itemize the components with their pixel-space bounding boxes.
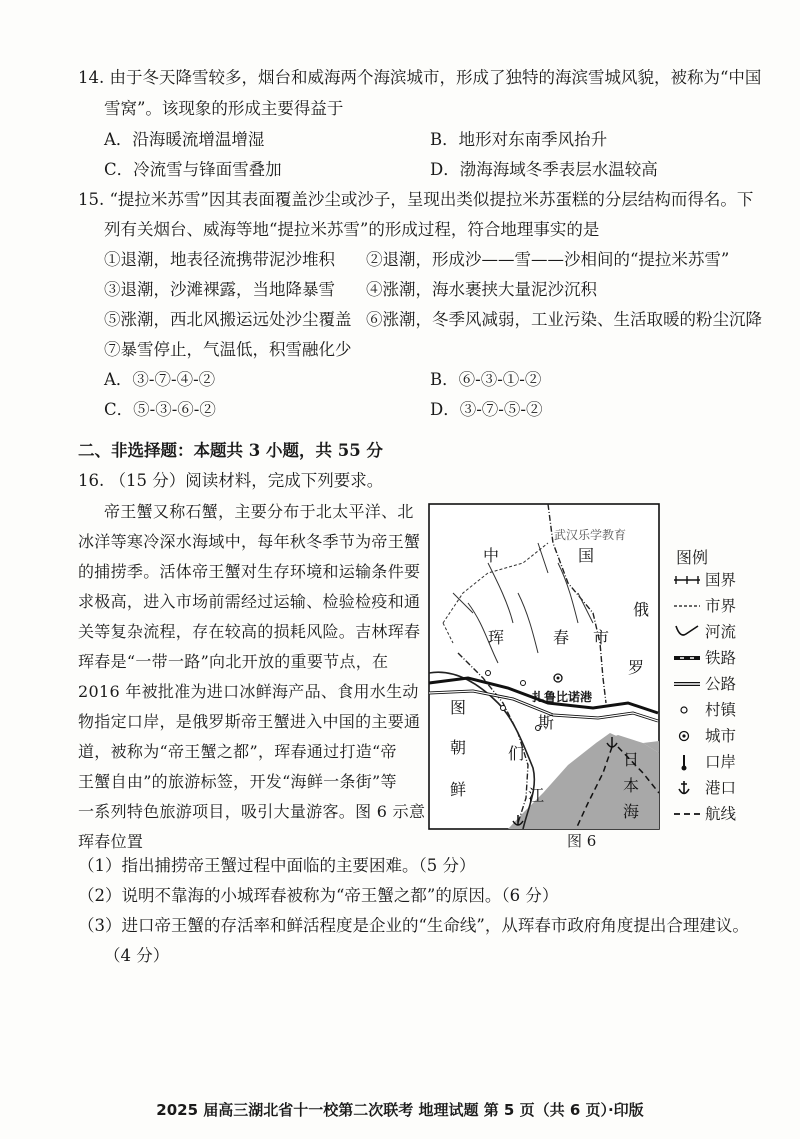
q16-material-line: 珲春是“一带一路”向北开放的重要节点，在 — [78, 652, 389, 671]
q15-option-d: D．③-⑦-⑤-② — [430, 400, 543, 419]
legend-label: 港口 — [705, 779, 737, 797]
q15-item-3: ③退潮，沙滩裸露，当地降暴雪 — [104, 280, 335, 299]
q16-material-line: 物指定口岸，是俄罗斯帝王蟹进入中国的主要通 — [78, 712, 421, 731]
river-icon — [672, 622, 702, 642]
q15-item-5: ⑤涨潮，西北风搬运远处沙尘覆盖 — [104, 310, 352, 329]
q15-stem-line1: 15. “提拉米苏雪”因其表面覆盖沙尘或沙子，呈现出类似提拉米苏蛋糕的分层结构而得名。下 — [78, 190, 754, 209]
label-hai: 海 — [623, 802, 640, 821]
label-chao: 朝 — [450, 738, 467, 757]
railway-icon — [672, 648, 702, 668]
legend-item-city — [672, 724, 792, 748]
legend-label: 河流 — [705, 623, 737, 641]
legend-item-highway — [672, 672, 792, 696]
legend-item-shipping-route — [672, 802, 792, 826]
q15-item-7: ⑦暴雪停止，气温低，积雪融化少 — [104, 340, 352, 359]
city-border-icon — [672, 596, 702, 616]
port-of-entry-icon — [672, 752, 702, 772]
q14-stem-line2: 雪窝”。该现象的形成主要得益于 — [104, 99, 344, 118]
legend-label: 公路 — [705, 675, 737, 693]
label-jiang: 江 — [528, 786, 545, 805]
figure-caption: 图 6 — [567, 832, 597, 850]
village-marker — [521, 681, 526, 686]
q16-material-line: 珲春位置 — [78, 832, 144, 851]
legend-label: 铁路 — [705, 649, 737, 667]
legend-label: 市界 — [705, 597, 737, 615]
label-si: 斯 — [538, 713, 555, 732]
legend-title: 图例 — [676, 548, 709, 567]
label-shi: 市 — [593, 628, 610, 647]
q16-material-line: 一系列特色旅游项目，吸引大量游客。图 6 示意 — [78, 802, 426, 821]
city-icon — [672, 726, 702, 746]
legend-item-river — [672, 620, 792, 644]
label-tu: 图 — [450, 698, 467, 717]
q16-material-line: 的捕捞季。活体帝王蟹对生存环境和运输条件要 — [78, 562, 421, 581]
shipping-route-icon — [672, 804, 702, 824]
q14-stem-line1: 14. 由于冬天降雪较多，烟台和威海两个海滨城市，形成了独特的海滨雪城风貌，被称为“中国 — [78, 68, 762, 87]
q14-option-a: A．沿海暖流增温增湿 — [104, 130, 265, 149]
label-men: 们 — [508, 744, 525, 763]
watermark: 武汉乐学教育 — [554, 528, 627, 542]
q16-material-line: 帝王蟹又称石蟹，主要分布于北太平洋、北 — [104, 502, 414, 521]
hunchun-location-map — [428, 503, 660, 830]
q16-question-1: （1）指出捕捞帝王蟹过程中面临的主要困难。（5 分） — [78, 856, 476, 875]
q15-item-1: ①退潮，地表径流携带泥沙堆积 — [104, 250, 335, 269]
section-heading: 二、非选择题：本题共 3 小题，共 55 分 — [78, 441, 383, 460]
q16-question-3-points: （4 分） — [104, 946, 170, 965]
legend-item-national-border — [672, 568, 792, 592]
label-e: 俄 — [633, 600, 650, 619]
q15-option-b: B．⑥-③-①-② — [430, 370, 542, 389]
legend-item-harbor — [672, 776, 792, 800]
q14-option-b: B．地形对东南季风抬升 — [430, 130, 608, 149]
label-luo: 罗 — [628, 658, 645, 677]
q15-item-2: ②退潮，形成沙——雪——沙相间的“提拉米苏雪” — [366, 250, 730, 269]
label-chun: 春 — [553, 628, 570, 647]
label-port: 扎鲁比诺港 — [532, 690, 593, 704]
legend-item-city-border — [672, 594, 792, 618]
label-xian: 鲜 — [450, 780, 467, 799]
page-footer: 2025 届高三湖北省十一校第二次联考 地理试题 第 5 页（共 6 页）·印版 — [156, 1101, 644, 1119]
label-hun: 珲 — [488, 628, 505, 647]
legend-label: 口岸 — [705, 753, 737, 771]
q15-stem-line2: 列有关烟台、威海等地“提拉米苏雪”的形成过程，符合地理事实的是 — [104, 220, 600, 239]
legend-label: 国界 — [705, 571, 737, 589]
q14-option-d: D．渤海海域冬季表层水温较高 — [430, 160, 658, 179]
highway-icon — [672, 674, 702, 694]
village-icon — [672, 700, 702, 720]
q16-intro: 16. （15 分）阅读材料，完成下列要求。 — [78, 471, 384, 490]
legend-label: 村镇 — [705, 701, 737, 719]
label-china-2: 国 — [578, 546, 595, 565]
q15-item-4: ④涨潮，海水裹挟大量泥沙沉积 — [366, 280, 597, 299]
q16-question-3: （3）进口帝王蟹的存活率和鲜活程度是企业的“生命线”，从珲春市政府角度提出合理建议。 — [78, 916, 749, 935]
legend-label: 航线 — [705, 805, 737, 823]
q15-option-c: C．⑤-③-⑥-② — [104, 400, 216, 419]
q14-option-c: C．冷流雪与锋面雪叠加 — [104, 160, 282, 179]
q16-material-line: 冰洋等寒冷深水海域中，每年秋冬季节为帝王蟹 — [78, 532, 421, 551]
q16-material-line: 关等复杂流程，存在较高的损耗风险。吉林珲春 — [78, 622, 421, 641]
legend-item-port-of-entry — [672, 750, 792, 774]
q15-option-a: A．③-⑦-④-② — [104, 370, 216, 389]
q15-item-6: ⑥涨潮，冬季风减弱，工业污染、生活取暖的粉尘沉降 — [366, 310, 762, 329]
village-marker — [486, 671, 491, 676]
label-china-1: 中 — [483, 546, 500, 565]
q16-material-line: 2016 年被批准为进口冰鲜海产品、食用水生动 — [78, 682, 419, 701]
village-marker — [501, 706, 506, 711]
q16-material-line: 王蟹自由”的旅游标签，开发“海鲜一条街”等 — [78, 772, 397, 791]
q16-material-line: 道，被称为“帝王蟹之都”，珲春通过打造“帝 — [78, 742, 397, 761]
label-ri: 日 — [623, 750, 640, 769]
national-border-icon — [672, 570, 702, 590]
legend-item-village — [672, 698, 792, 722]
q16-material-line: 求极高，进入市场前需经过运输、检验检疫和通 — [78, 592, 421, 611]
legend-label: 城市 — [705, 727, 737, 745]
q16-question-2: （2）说明不靠海的小城珲春被称为“帝王蟹之都”的原因。（6 分） — [78, 886, 559, 905]
label-ben: 本 — [623, 776, 640, 795]
harbor-anchor-icon — [672, 778, 702, 798]
legend-item-railway — [672, 646, 792, 670]
